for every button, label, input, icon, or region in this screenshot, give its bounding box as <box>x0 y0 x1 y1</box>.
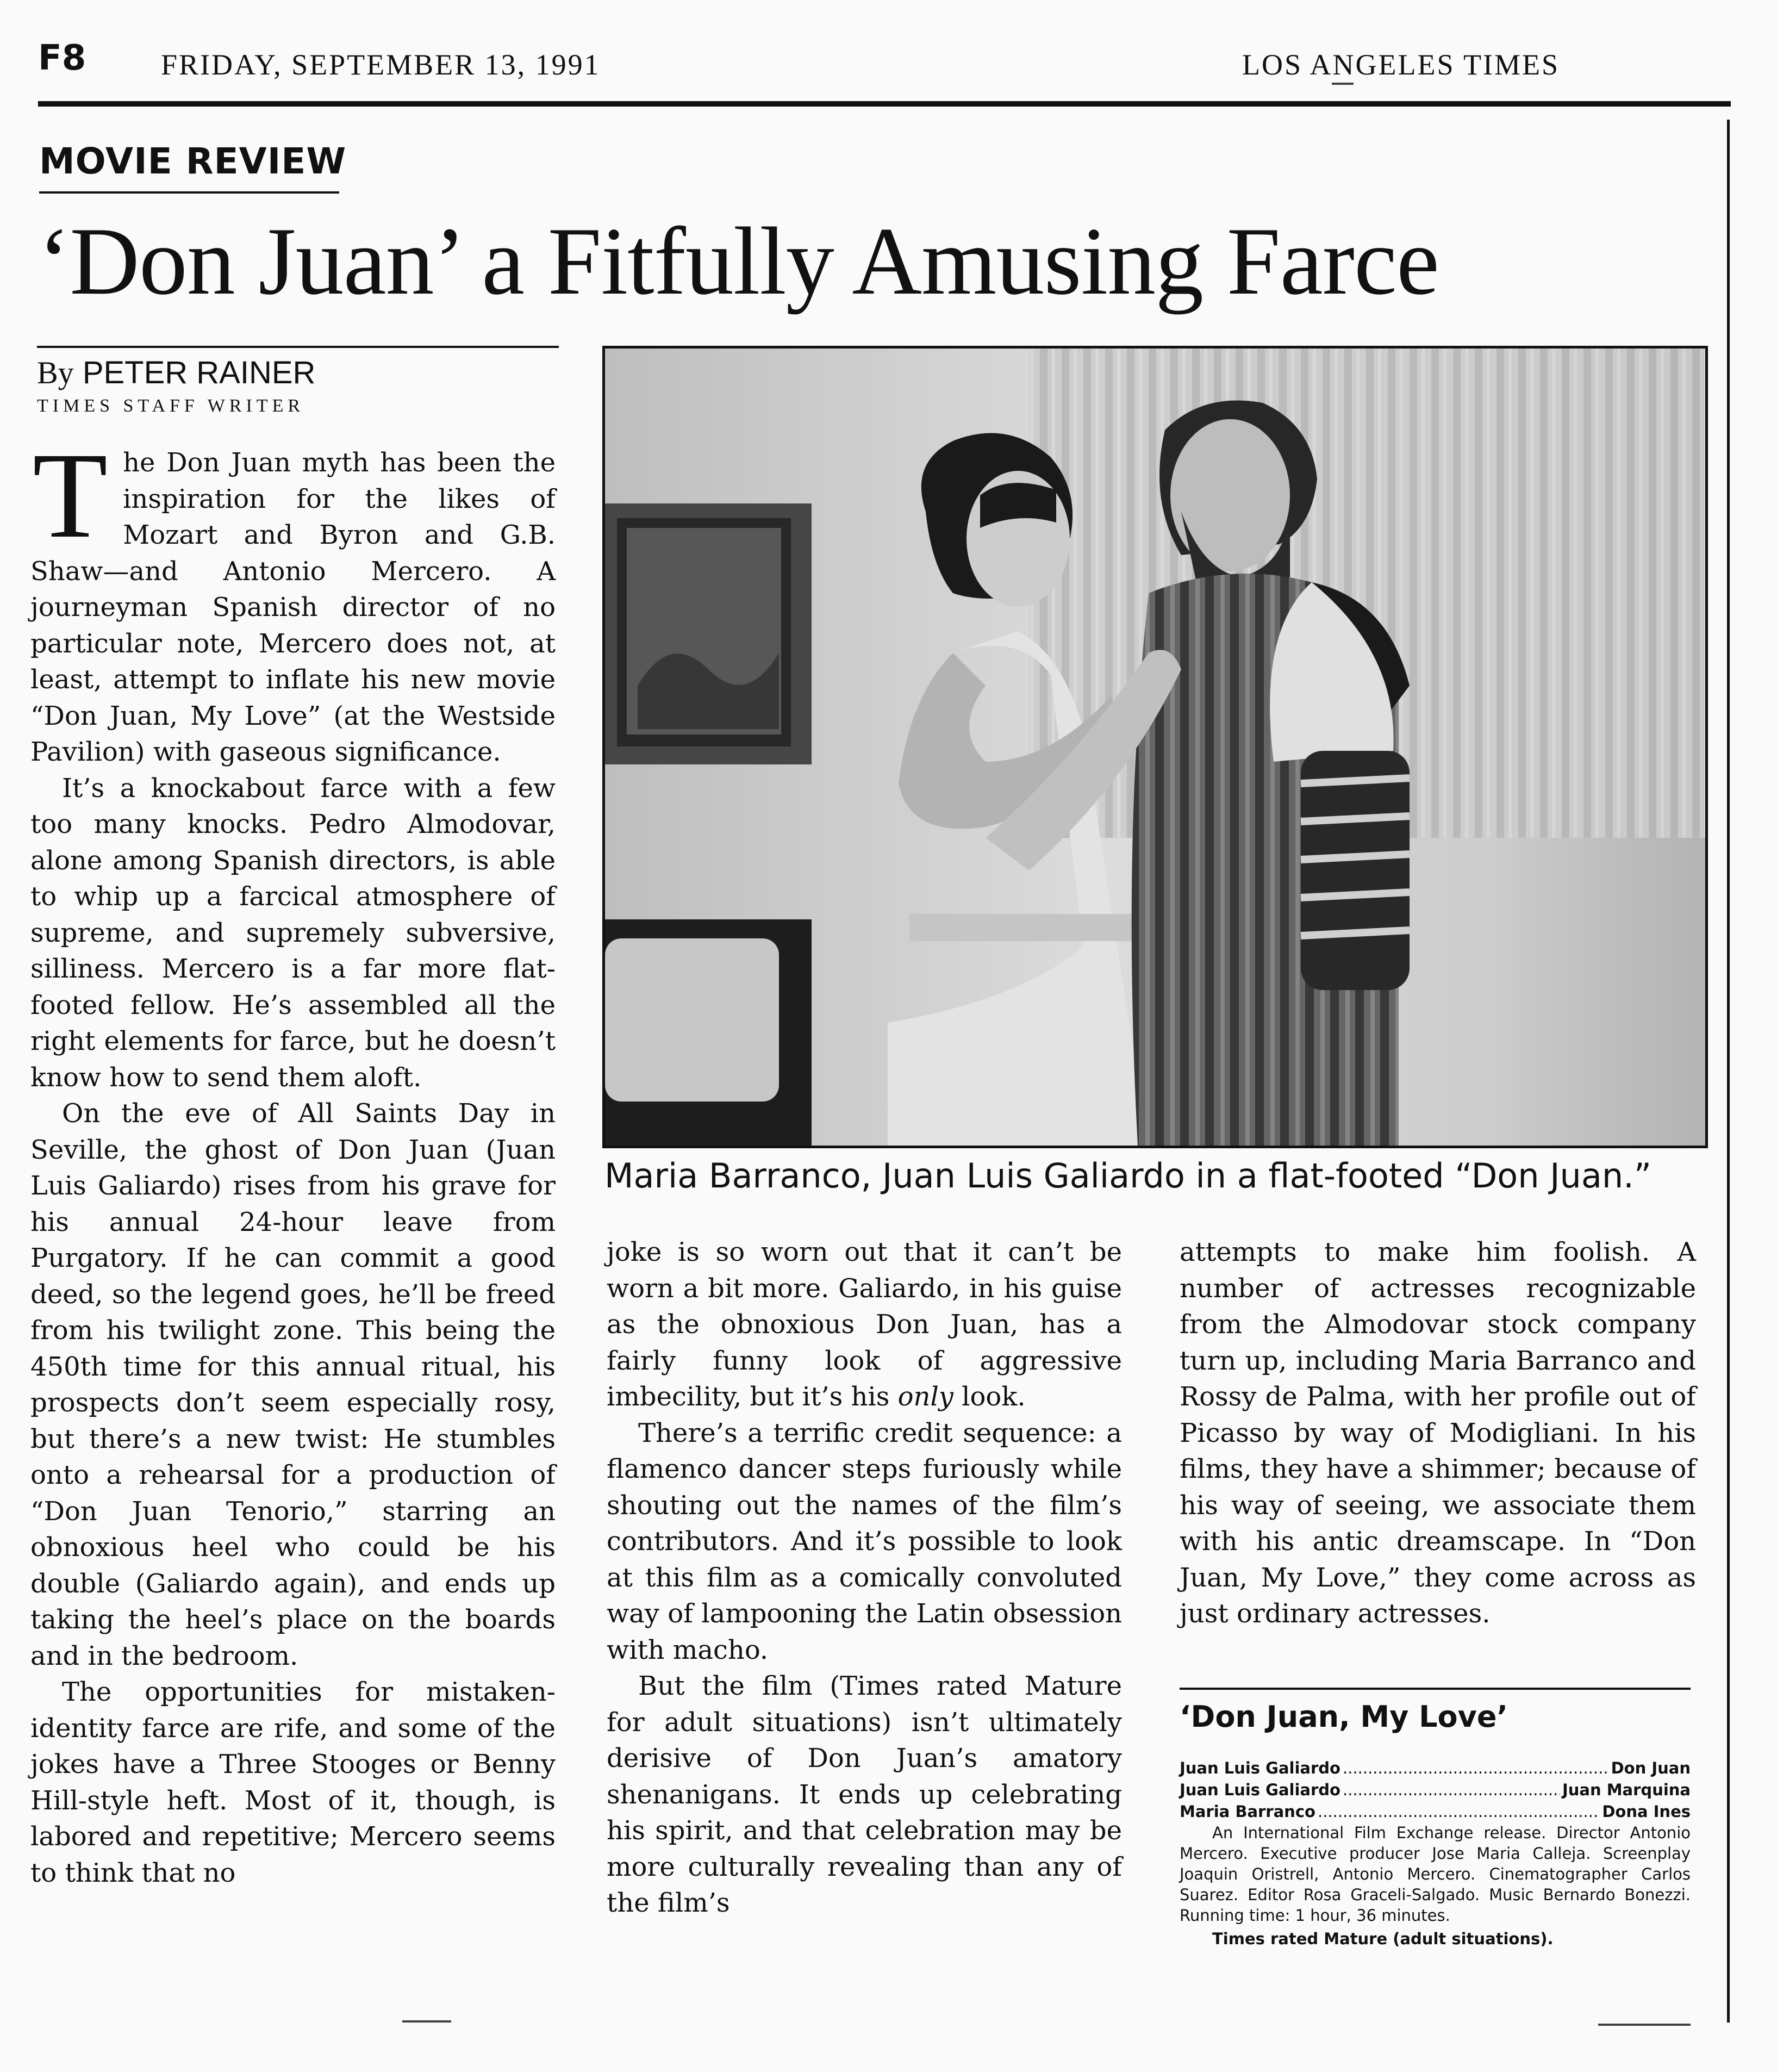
cast-role: Dona Ines <box>1602 1802 1691 1821</box>
masthead-rule <box>38 101 1731 107</box>
cast-actor: Juan Luis Galiardo <box>1180 1781 1340 1799</box>
cast-actor: Maria Barranco <box>1180 1802 1315 1821</box>
credit-notes: An International Film Exchange release. Director Antonio Mercero. Executive producer Jose Maria Calleja. Screenplay Joaquin Oristrell, Antonio Mercero. Cinematographer Carlos Suarez. Editor Rosa Graceli-Salgado. Music Bernardo Bonezzi. Running time: 1 hour, 36 minutes. <box>1180 1824 1691 1925</box>
leader-dots <box>1343 1757 1609 1779</box>
paragraph: There’s a terrific credit sequence: a flamenco dancer steps furiously while shouting out the names of the film’s contributors. And it’s possible to look at this film as a comically convoluted way of lampooning the Latin obsession with macho. <box>607 1417 1122 1665</box>
paragraph <box>30 427 556 770</box>
credits-title: ‘Don Juan, My Love’ <box>1180 1700 1508 1734</box>
article-column-1 <box>30 427 556 1891</box>
kicker-underline <box>39 191 339 194</box>
cast-row <box>1180 1757 1691 1779</box>
byline-rule <box>37 346 559 348</box>
cast-actor: Juan Luis Galiardo <box>1180 1759 1340 1777</box>
paragraph <box>607 1234 1122 1415</box>
byline-role: TIMES STAFF WRITER <box>37 396 305 416</box>
credits-box <box>1180 1757 1691 1950</box>
paragraph: But the film (Times rated Mature for adult situations) isn’t ultimately derisive of Don Juan’s amatory shenanigans. It ends up celebrating his spirit, and that celebration may be more culturally revealing than any of the film’s <box>607 1671 1122 1918</box>
leader-dots <box>1318 1801 1600 1822</box>
page-number: F8 <box>38 38 86 78</box>
drop-cap: T <box>33 427 108 563</box>
rating-line: Times rated Mature (adult situations). <box>1212 1930 1554 1948</box>
paragraph: attempts to make him foolish. A number of actresses recognizable from the Almodovar stock company turn up, including Maria Barranco and Rossy de Palma, with her profile out of Picasso by way of Modigliani. In his films, they have a shimmer; because of his way of seeing, we associate them with his antic dreamscape. In “Don Juan, My Love,” they come across as just ordinary actresses. <box>1180 1237 1696 1629</box>
paragraph-text: look. <box>953 1382 1026 1412</box>
cast-role: Juan Marquina <box>1562 1781 1691 1799</box>
photo-image <box>605 349 1705 1146</box>
cast-row <box>1180 1779 1691 1801</box>
byline-by: By <box>37 355 74 390</box>
article-column-2 <box>607 1234 1122 1921</box>
cast-row <box>1180 1801 1691 1822</box>
photo-caption: Maria Barranco, Juan Luis Galiardo in a flat-footed “Don Juan.” <box>604 1156 1651 1196</box>
headline: ‘Don Juan’ a Fitfully Amusing Farce <box>38 207 1439 315</box>
emphasis: only <box>897 1382 953 1412</box>
byline <box>37 354 315 391</box>
print-mark <box>1598 2024 1691 2026</box>
paragraph: It’s a knockabout farce with a few too many knocks. Pedro Almodovar, alone among Spanish directors, is able to whip up a farcical atmosphere of supreme, and supremely subversive, silliness. Mercero is a far more flat-footed fellow. He’s assembled all the right elements for farce, but he doesn’t know how to send them aloft. <box>30 773 556 1093</box>
print-mark <box>402 2020 451 2023</box>
print-mark <box>1332 83 1354 85</box>
paragraph-text: joke is so worn out that it can’t be worn a bit more. Galiardo, in his guise as the obnoxious Don Juan, has a fairly funny look of aggressive imbecility, but it’s his <box>607 1237 1122 1412</box>
page-edge-rule <box>1727 120 1730 2023</box>
byline-author: PETER RAINER <box>82 355 316 390</box>
newspaper-name: LOS ANGELES TIMES <box>1242 48 1560 81</box>
paragraph: On the eve of All Saints Day in Seville, the ghost of Don Juan (Juan Luis Galiardo) rises from his grave for his annual 24-hour leave from Purgatory. If he can commit a good deed, so the legend goes, he’ll be freed from his twilight zone. This being the 450th time for this annual ritual, his prospects don’t seem especially rosy, but there’s a new twist: He stumbles onto a rehearsal for a production of “Don Juan Tenorio,” starring an obnoxious heel who could be his double (Galiardo again), and ends up taking the heel’s place on the boards and in the bedroom. <box>30 1098 556 1671</box>
article-photo <box>602 346 1708 1148</box>
article-column-3 <box>1180 1234 1696 1632</box>
leader-dots <box>1343 1779 1560 1801</box>
credits-rule <box>1180 1688 1691 1690</box>
paragraph: The opportunities for mistaken-identity farce are rife, and some of the jokes have a Three Stooges or Benny Hill-style heft. Most of it, though, is labored and repetitive; Mercero seems to think that no <box>30 1677 556 1888</box>
cast-role: Don Juan <box>1611 1759 1691 1777</box>
paragraph-text: he Don Juan myth has been the inspiration for the likes of Mozart and Byron and G.B. Shaw—and Antonio Mercero. A journeyman Spanish director of no particular note, Mercero does not, at least, attempt to inflate his new movie “Don Juan, My Love” (at the Westside Pavilion) with gaseous significance. <box>30 447 556 767</box>
section-kicker: MOVIE REVIEW <box>39 140 347 182</box>
dateline: FRIDAY, SEPTEMBER 13, 1991 <box>161 48 601 81</box>
